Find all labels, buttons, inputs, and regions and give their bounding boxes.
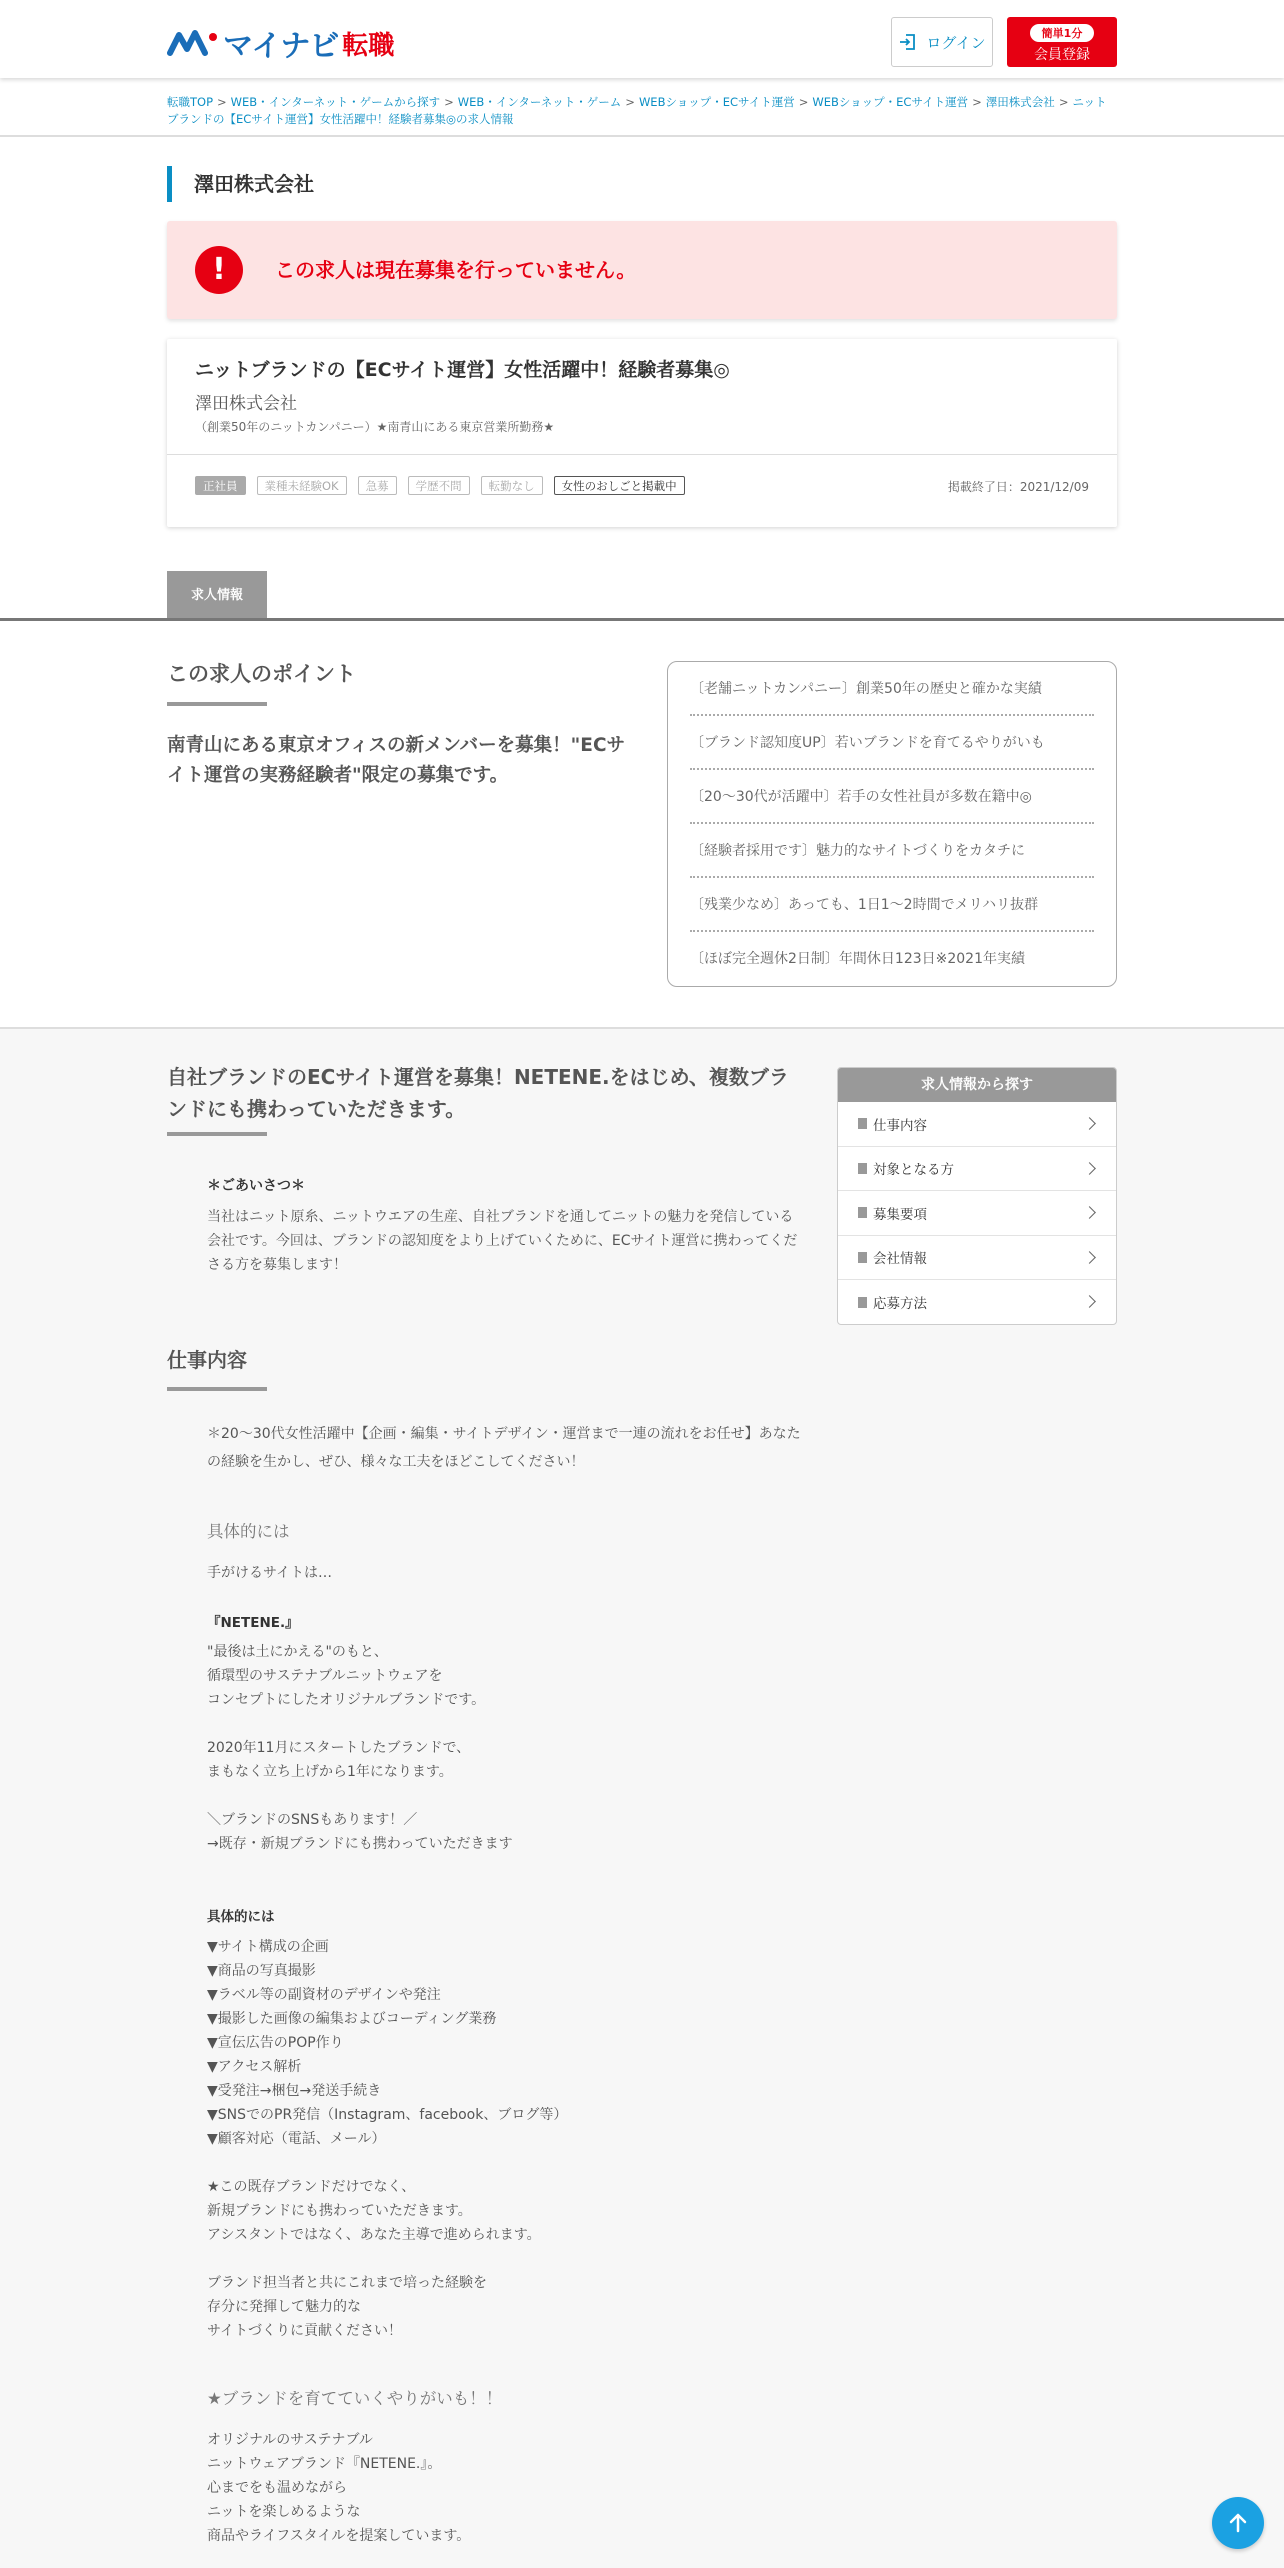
tag-inexperienced-ok: 業種未経験OK <box>257 476 347 495</box>
closed-alert <box>167 221 1117 319</box>
mynavi-logo-icon <box>167 27 219 59</box>
work-heading-bar <box>167 1387 267 1391</box>
company-title: 澤田株式会社 <box>167 166 314 202</box>
breadcrumb-item[interactable]: WEB・インターネット・ゲームから探す <box>230 95 441 109</box>
nav-item-label: 仕事内容 <box>873 1117 927 1134</box>
register-label: 会員登録 <box>1034 47 1090 63</box>
tasks-heading: 具体的には <box>207 1909 275 1925</box>
breadcrumb-item-current[interactable]: ニットブランドの【ECサイト運営】女性活躍中！経験者募集◎の求人情報 <box>167 95 1107 126</box>
nav-item-label: 応募方法 <box>873 1296 927 1313</box>
point-item: 〔ほぼ完全週休2日制〕年間休日123日※2021年実績 <box>690 951 1025 967</box>
job-info-nav-heading: 求人情報から探す <box>838 1068 1116 1102</box>
nav-item-label: 対象となる方 <box>873 1162 954 1179</box>
job-subtitle: （創業50年のニットカンパニー）★南青山にある東京営業所勤務★ <box>195 420 555 434</box>
logo-sub: 転職 <box>342 30 395 61</box>
job-tags <box>195 476 685 495</box>
breadcrumb-item[interactable]: WEB・インターネット・ゲーム <box>457 95 622 109</box>
tab-job-info[interactable]: 求人情報 <box>167 571 267 620</box>
nav-item-label: 募集要項 <box>873 1206 927 1223</box>
breadcrumb: 転職TOP > WEB・インターネット・ゲームから探す > WEB・インターネット・ゲーム > WEBショップ・ECサイト運営 > WEBショップ・ECサイト運営 > 澤田株式会社 > ニットブランドの【ECサイト運営】女性活躍中！経験者募集◎の求人情報 <box>167 95 1107 126</box>
document-icon <box>858 1207 867 1218</box>
site-header <box>0 0 1284 78</box>
breadcrumb-item[interactable]: 転職TOP <box>167 95 214 109</box>
job-card <box>167 339 1117 527</box>
tag-urgent: 急募 <box>358 476 397 495</box>
document-icon <box>858 1297 867 1308</box>
grow-body: オリジナルのサステナブル ニットウェアブランド『NETENE.』。 心までをも温めながら ニットを楽しめるような 商品やライフスタイルを提案しています。 <box>207 2432 471 2544</box>
nav-item-company-info[interactable] <box>838 1236 1116 1281</box>
login-button[interactable] <box>891 17 993 67</box>
tag-no-transfer: 転勤なし <box>481 476 543 495</box>
job-info-nav <box>837 1067 1117 1325</box>
sites-label: 手がけるサイトは… <box>207 1565 333 1581</box>
tag-no-education-req: 学歴不問 <box>408 476 470 495</box>
breadcrumb-item[interactable]: 澤田株式会社 <box>985 95 1055 109</box>
card-divider <box>167 454 1117 455</box>
listing-end-date: 掲載終了日：2021/12/09 <box>947 480 1089 494</box>
exclamation-icon: ! <box>195 246 243 294</box>
points-list <box>667 661 1117 987</box>
points-heading-bar <box>167 702 267 706</box>
nav-item-label: 会社情報 <box>873 1251 927 1268</box>
work-heading: 仕事内容 <box>167 1348 247 1372</box>
greeting-body: 当社はニット原糸、ニットウエアの生産、自社ブランドを通してニットの魅力を発信している会社です。今回は、ブランドの認知度をより上げていくために、ECサイト運営に携わってくださる方を募集します！ <box>207 1209 798 1273</box>
job-title: ニットブランドの【ECサイト運営】女性活躍中！経験者募集◎ <box>195 359 730 381</box>
point-item: 〔老舗ニットカンパニー〕創業50年の歴史と確かな実績 <box>690 662 1094 716</box>
document-icon <box>858 1252 867 1263</box>
point-item: 〔20～30代が活躍中〕若手の女性社員が多数在籍中◎ <box>690 770 1094 824</box>
chevron-right-icon <box>1083 1206 1096 1219</box>
tag-women-jobs: 女性のおしごと掲載中 <box>554 476 685 495</box>
chevron-right-icon <box>1083 1162 1096 1175</box>
job-company: 澤田株式会社 <box>195 394 297 414</box>
point-item: 〔ブランド認知度UP〕若いブランドを育てるやりがいも <box>690 716 1094 770</box>
point-item: 〔残業少なめ〕あっても、1日1～2時間でメリハリ抜群 <box>690 878 1094 932</box>
alert-text: この求人は現在募集を行っていません。 <box>275 258 637 282</box>
site-logo[interactable] <box>167 24 394 62</box>
point-item: 〔経験者採用です〕魅力的なサイトづくりをカタチに <box>690 824 1094 878</box>
arrow-up-icon <box>1227 2512 1249 2534</box>
work-sub-heading: 具体的には <box>207 1522 290 1541</box>
chevron-right-icon <box>1083 1117 1096 1130</box>
login-icon <box>898 32 918 52</box>
netene-body: "最後は土にかえる"のもと、 循環型のサステナブルニットウェアを コンセプトにしたオリジナルブランドです。 2020年11月にスタートしたブランドで、 まもなく立ち上げから1年になります。 ＼ブランドのSNSもあります！／ →既存・新規ブランドにも携わっていただきます <box>207 1644 513 1852</box>
netene-heading: 『NETENE.』 <box>207 1615 299 1631</box>
intro-heading-bar <box>167 1132 267 1136</box>
nav-item-requirements[interactable] <box>838 1191 1116 1236</box>
breadcrumb-item[interactable]: WEBショップ・ECサイト運営 <box>638 95 795 109</box>
login-label: ログイン <box>926 33 986 52</box>
nav-item-target[interactable] <box>838 1147 1116 1192</box>
greeting-heading: ＊ごあいさつ＊ <box>207 1178 305 1194</box>
points-heading: この求人のポイント <box>167 662 356 686</box>
chevron-right-icon <box>1083 1251 1096 1264</box>
logo-text: マイナビ <box>223 29 339 64</box>
work-intro: ＊20～30代女性活躍中【企画・編集・サイトデザイン・運営まで一連の流れをお任せ】あなたの経験を生かし、ぜひ、様々な工夫をほどこしてください！ <box>207 1426 801 1470</box>
points-lead: 南青山にある東京オフィスの新メンバーを募集！"ECサイト運営の実務経験者"限定の募集です。 <box>167 735 626 786</box>
intro-heading: 自社ブランドのECサイト運営を募集！NETENE.をはじめ、複数ブランドにも携わっていただきます。 <box>167 1065 789 1121</box>
nav-item-apply[interactable] <box>838 1280 1116 1325</box>
register-badge: 簡単1分 <box>1030 24 1095 42</box>
grow-heading: ★ブランドを育てていくやりがいも！！ <box>207 2389 503 2408</box>
document-icon <box>858 1163 867 1174</box>
register-button[interactable] <box>1007 17 1117 67</box>
tab-underline <box>0 618 1284 621</box>
document-icon <box>858 1118 867 1129</box>
breadcrumb-item[interactable]: WEBショップ・ECサイト運営 <box>812 95 969 109</box>
chevron-right-icon <box>1083 1295 1096 1308</box>
nav-item-job-description[interactable] <box>838 1102 1116 1147</box>
tag-full-time: 正社員 <box>195 476 246 495</box>
breadcrumb-divider <box>0 135 1284 137</box>
back-to-top-button[interactable] <box>1212 2497 1264 2549</box>
tasks-body: ▼サイト構成の企画 ▼商品の写真撮影 ▼ラベル等の副資材のデザインや発注 ▼撮影した画像の編集およびコーディング業務 ▼宣伝広告のPOP作り ▼アクセス解析 ▼受発注→梱包→発送手続き ▼SNSでのPR発信（Instagram、facebook、ブログ等） ▼顧客対応（電話、メール） ★この既存ブランドだけでなく、 新規ブランドにも携わっていただきます。 アシスタントではなく、あなた主導で進められます。 ブランド担当者と共にこれまで培った経験を 存分に発揮して魅力的な サイトづくりに貢献ください！ <box>207 1939 568 2339</box>
